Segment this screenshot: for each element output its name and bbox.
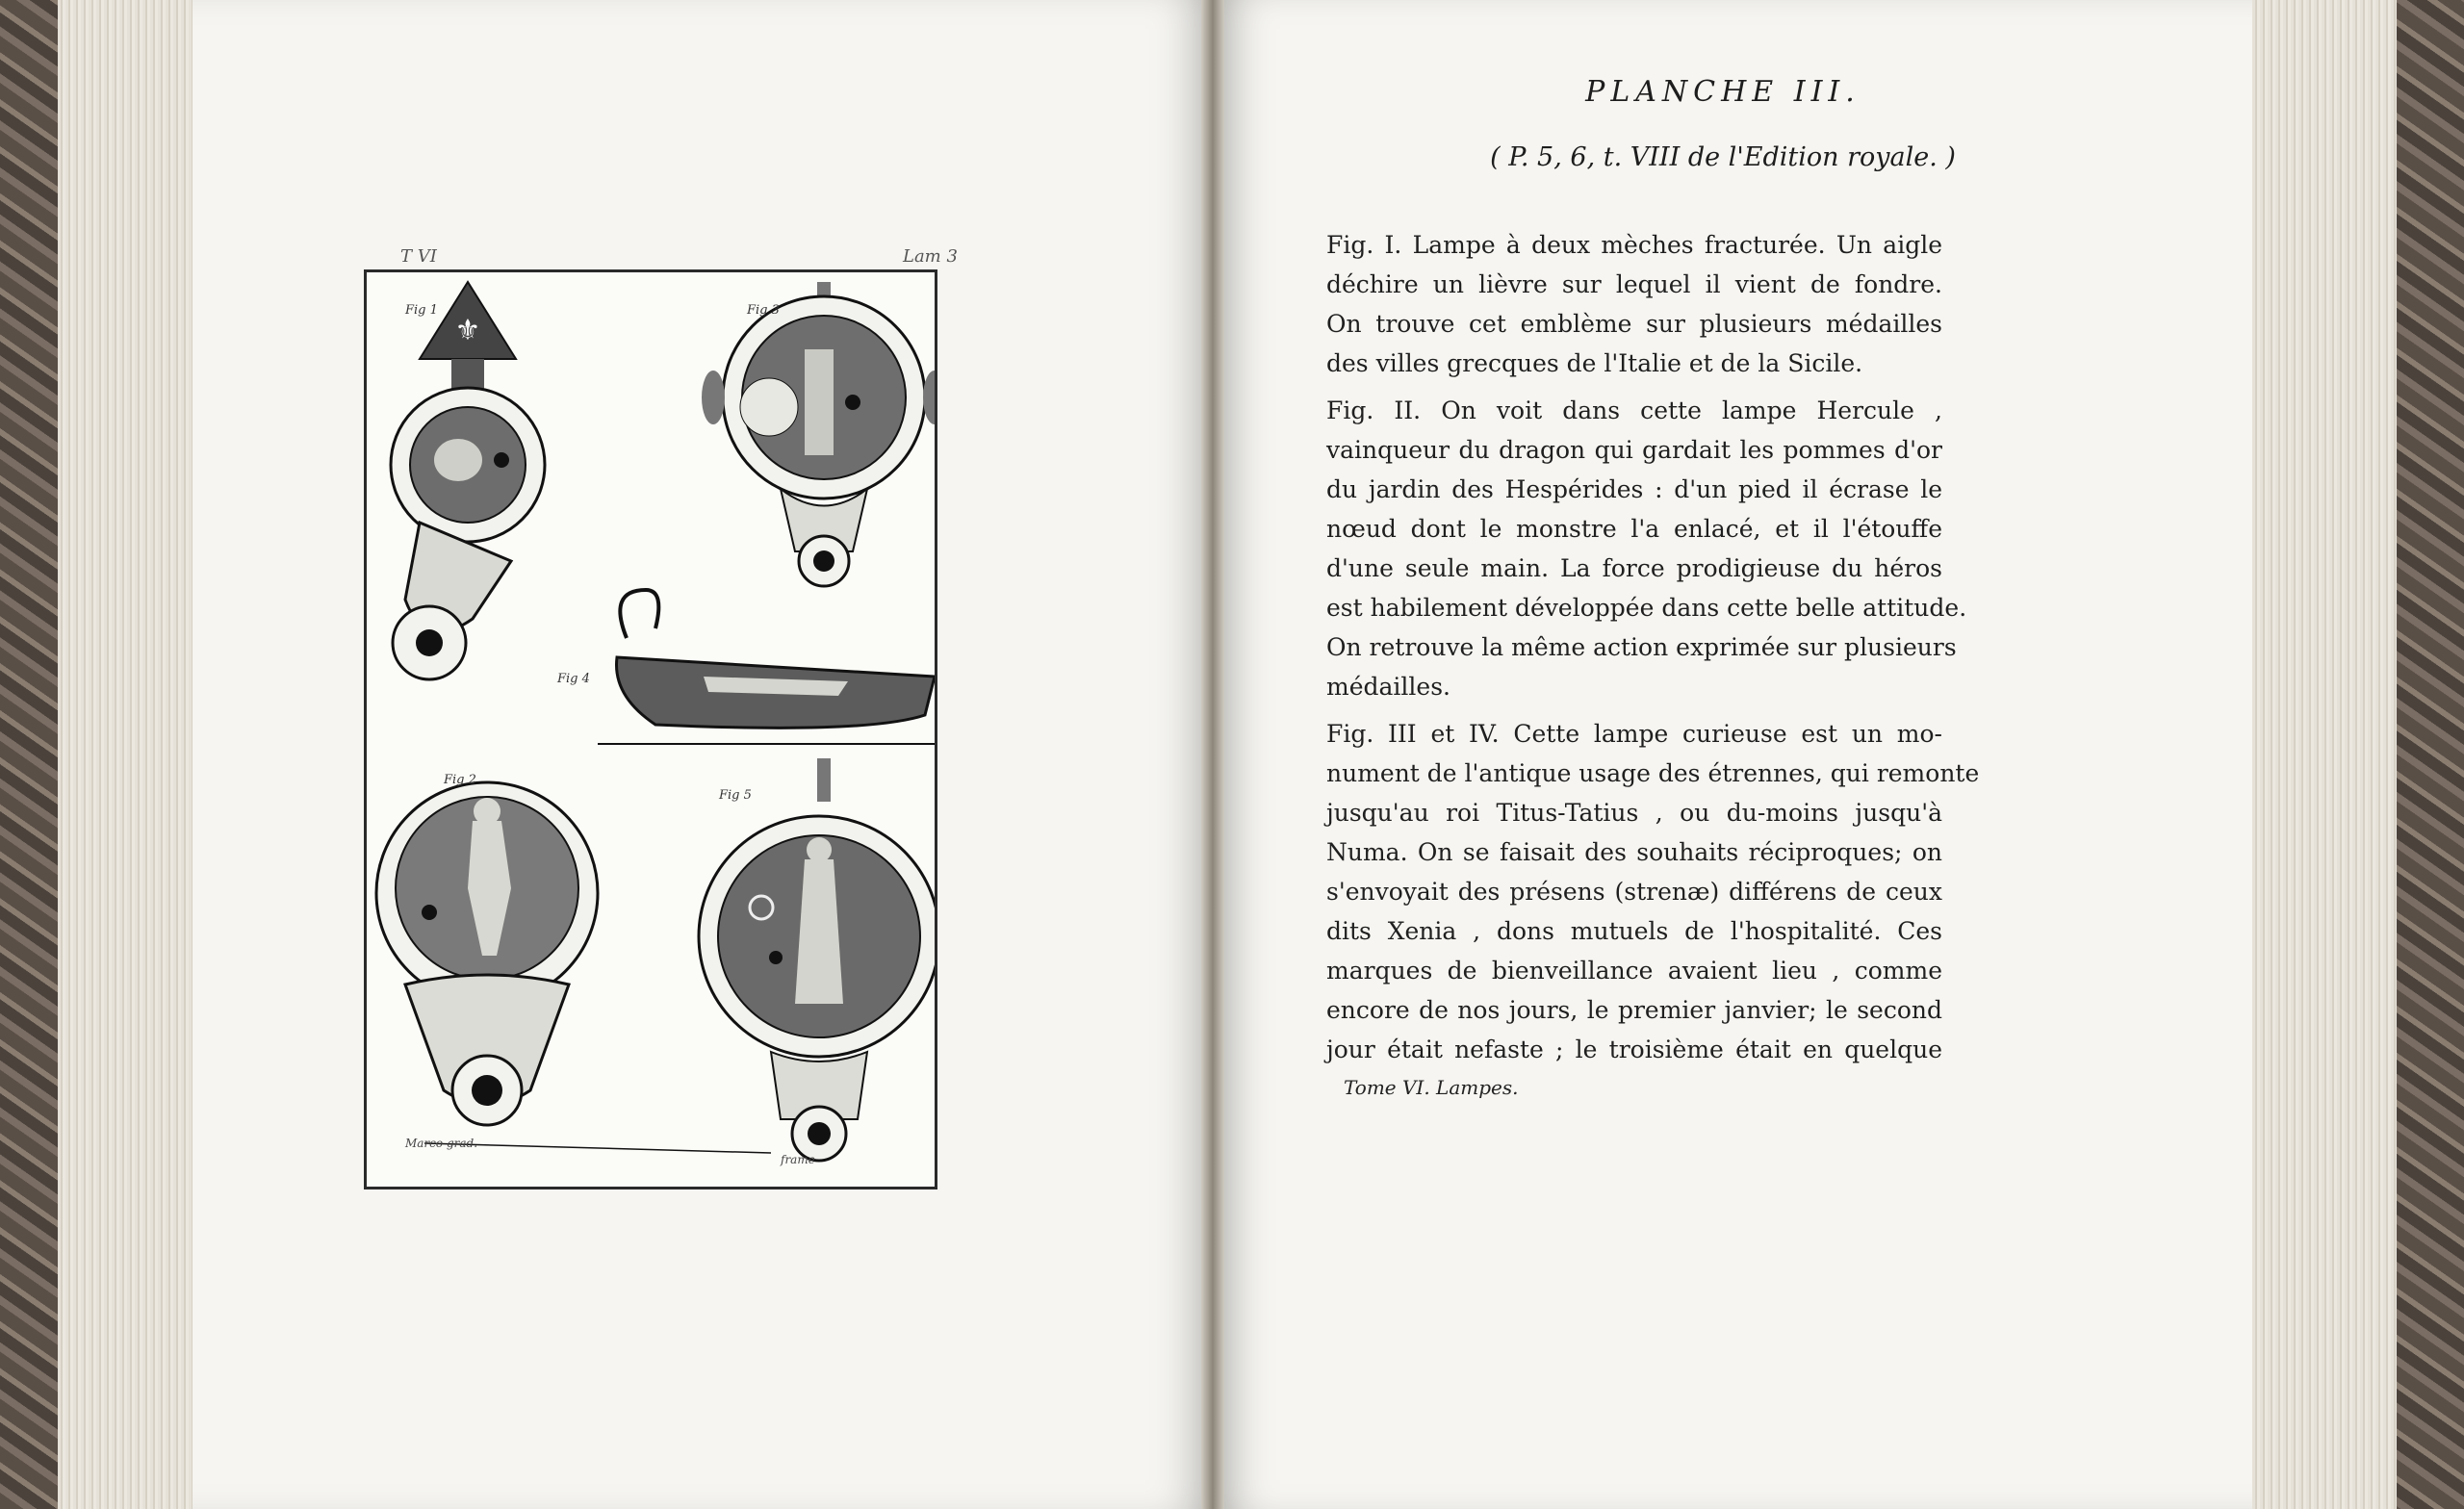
text-line: Fig. III et IV. Cette lampe curieuse est un mo- (1326, 720, 1942, 748)
text-line: médailles. (1326, 673, 1450, 701)
lamp-fig-1-illustration (391, 282, 545, 679)
page-footer: Tome VI. Lampes. (1344, 1076, 1519, 1099)
text-line: nœud dont le monstre l'a enlacé, et il l'étouffe (1326, 515, 1942, 543)
body-text (1326, 225, 1980, 1069)
text-line: jusqu'au roi Titus-Tatius , ou du-moins jusqu'à (1326, 799, 1942, 827)
lamp-fig-4-illustration (598, 590, 935, 744)
text-line: s'envoyait des présens (strenæ) différens de ceux (1326, 878, 1942, 906)
engraver-credit: Marco grad. (405, 1137, 478, 1150)
text-line: est habilement développée dans cette belle attitude. (1326, 594, 1967, 622)
text-line: Fig. II. On voit dans cette lampe Hercule , (1326, 396, 1942, 424)
fig-2-label: Fig 2 (444, 773, 476, 787)
text-line: On retrouve la même action exprimée sur plusieurs (1326, 633, 1957, 661)
svg-text:⚜: ⚜ (454, 314, 481, 347)
text-line: dits Xenia , dons mutuels de l'hospitalité. Ces (1326, 917, 1942, 945)
lamps-engraving (367, 272, 935, 1187)
lamp-fig-5-illustration (699, 758, 935, 1161)
lamp-fig-3-illustration (702, 282, 935, 586)
plate-header-right: Lam 3 (903, 246, 958, 267)
fig-3-label: Fig 3 (747, 303, 780, 318)
fig-4-label: Fig 4 (557, 672, 590, 686)
lamp-fig-2-illustration (376, 782, 598, 1125)
text-line: des villes grecques de l'Italie et de la Sicile. (1326, 349, 1863, 377)
book-gutter (1201, 0, 1224, 1509)
text-line: vainqueur du dragon qui gardait les pommes d'or (1326, 436, 1942, 464)
text-line: Numa. On se faisait des souhaits réciproques; on (1326, 838, 1942, 866)
text-line: jour était nefaste ; le troisième était en quelque (1326, 1036, 1942, 1063)
text-line: marques de bienveillance avaient lieu , comme (1326, 957, 1942, 985)
text-line: du jardin des Hespérides : d'un pied il écrase le (1326, 475, 1942, 503)
plate-credit-right: frame (781, 1153, 815, 1166)
page-edges-right (2252, 0, 2397, 1509)
fig-5-label: Fig 5 (719, 788, 752, 803)
text-line: Fig. I. Lampe à deux mèches fracturée. Un aigle (1326, 231, 1942, 259)
text-line: On trouve cet emblème sur plusieurs médailles (1326, 310, 1942, 338)
plate-header-left: T VI (400, 246, 437, 267)
page-subtitle: ( P. 5, 6, t. VIII de l'Edition royale. ) (1490, 142, 1956, 172)
page-title: PLANCHE III. (1585, 75, 1861, 109)
text-line: nument de l'antique usage des étrennes, qui remonte (1326, 759, 1980, 787)
text-line: encore de nos jours, le premier janvier; le second (1326, 996, 1942, 1024)
text-line: déchire un lièvre sur lequel il vient de fondre. (1326, 270, 1942, 298)
text-line: d'une seule main. La force prodigieuse du héros (1326, 554, 1942, 582)
page-edges-left (58, 0, 202, 1509)
fig-1-label: Fig 1 (405, 303, 438, 318)
engraved-plate (364, 269, 937, 1189)
